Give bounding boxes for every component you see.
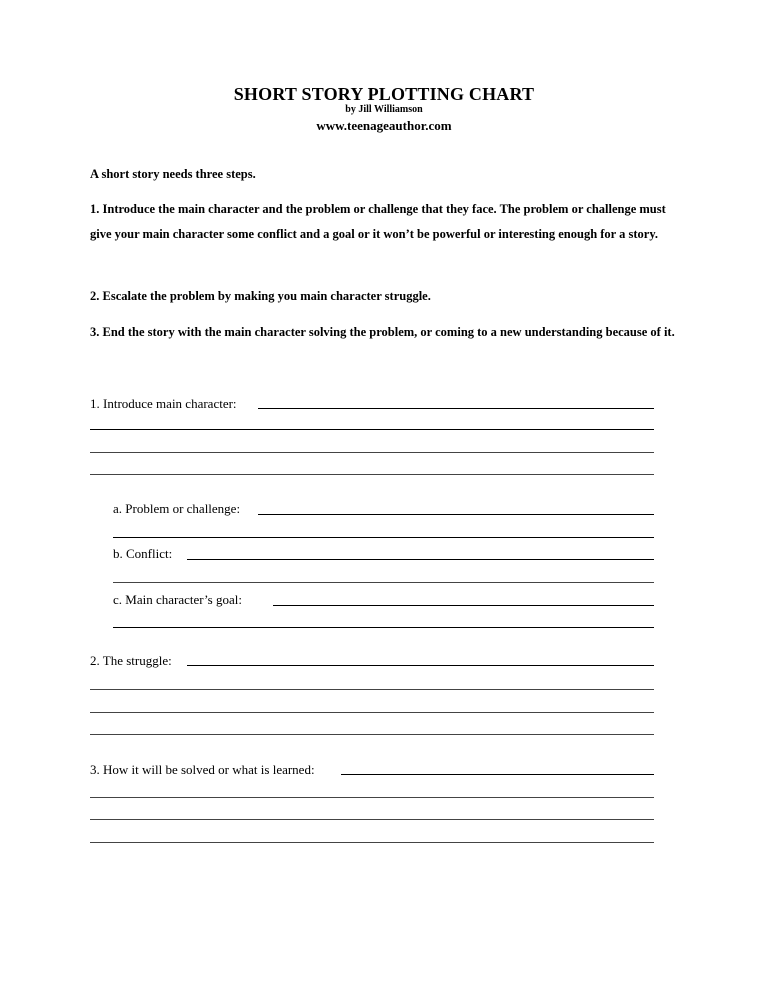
- introduce-character-line-4[interactable]: [90, 474, 654, 475]
- struggle-line-3[interactable]: [90, 712, 654, 713]
- resolution-line-3[interactable]: [90, 819, 654, 820]
- instructions-step-3: 3. End the story with the main character solving the problem, or coming to a new understanding because of it.: [90, 325, 675, 339]
- problem-challenge-label: a. Problem or challenge:: [113, 501, 241, 516]
- struggle-label: 2. The struggle:: [90, 653, 172, 668]
- conflict-line-1[interactable]: [187, 559, 654, 560]
- problem-challenge-line-2[interactable]: [113, 537, 654, 538]
- resolution-line-1[interactable]: [341, 774, 654, 775]
- conflict-line-2[interactable]: [113, 582, 654, 583]
- instructions-step-2: 2. Escalate the problem by making you main character struggle.: [90, 289, 431, 303]
- introduce-character-label: 1. Introduce main character:: [90, 396, 237, 411]
- instructions-lead: A short story needs three steps.: [90, 167, 256, 181]
- author-byline: by Jill Williamson: [345, 104, 423, 115]
- character-goal-line-1[interactable]: [273, 605, 654, 606]
- character-goal-label: c. Main character’s goal:: [113, 592, 242, 607]
- character-goal-line-2[interactable]: [113, 627, 654, 628]
- introduce-character-line-3[interactable]: [90, 452, 654, 453]
- introduce-character-line-2[interactable]: [90, 429, 654, 430]
- conflict-label: b. Conflict:: [113, 546, 173, 561]
- instructions-step-1: 1. Introduce the main character and the problem or challenge that they face. The problem or challenge must give your main character some conflict and a goal or it won’t be powerful or interesting enough for a story.: [90, 202, 666, 241]
- struggle-line-4[interactable]: [90, 734, 654, 735]
- website-link[interactable]: www.teenageauthor.com: [316, 118, 452, 133]
- problem-challenge-line-1[interactable]: [258, 514, 654, 515]
- struggle-line-2[interactable]: [90, 689, 654, 690]
- introduce-character-line-1[interactable]: [258, 408, 654, 409]
- resolution-line-4[interactable]: [90, 842, 654, 843]
- page-title: SHORT STORY PLOTTING CHART: [233, 84, 535, 104]
- resolution-label: 3. How it will be solved or what is learned:: [90, 762, 315, 777]
- resolution-line-2[interactable]: [90, 797, 654, 798]
- struggle-line-1[interactable]: [187, 665, 654, 666]
